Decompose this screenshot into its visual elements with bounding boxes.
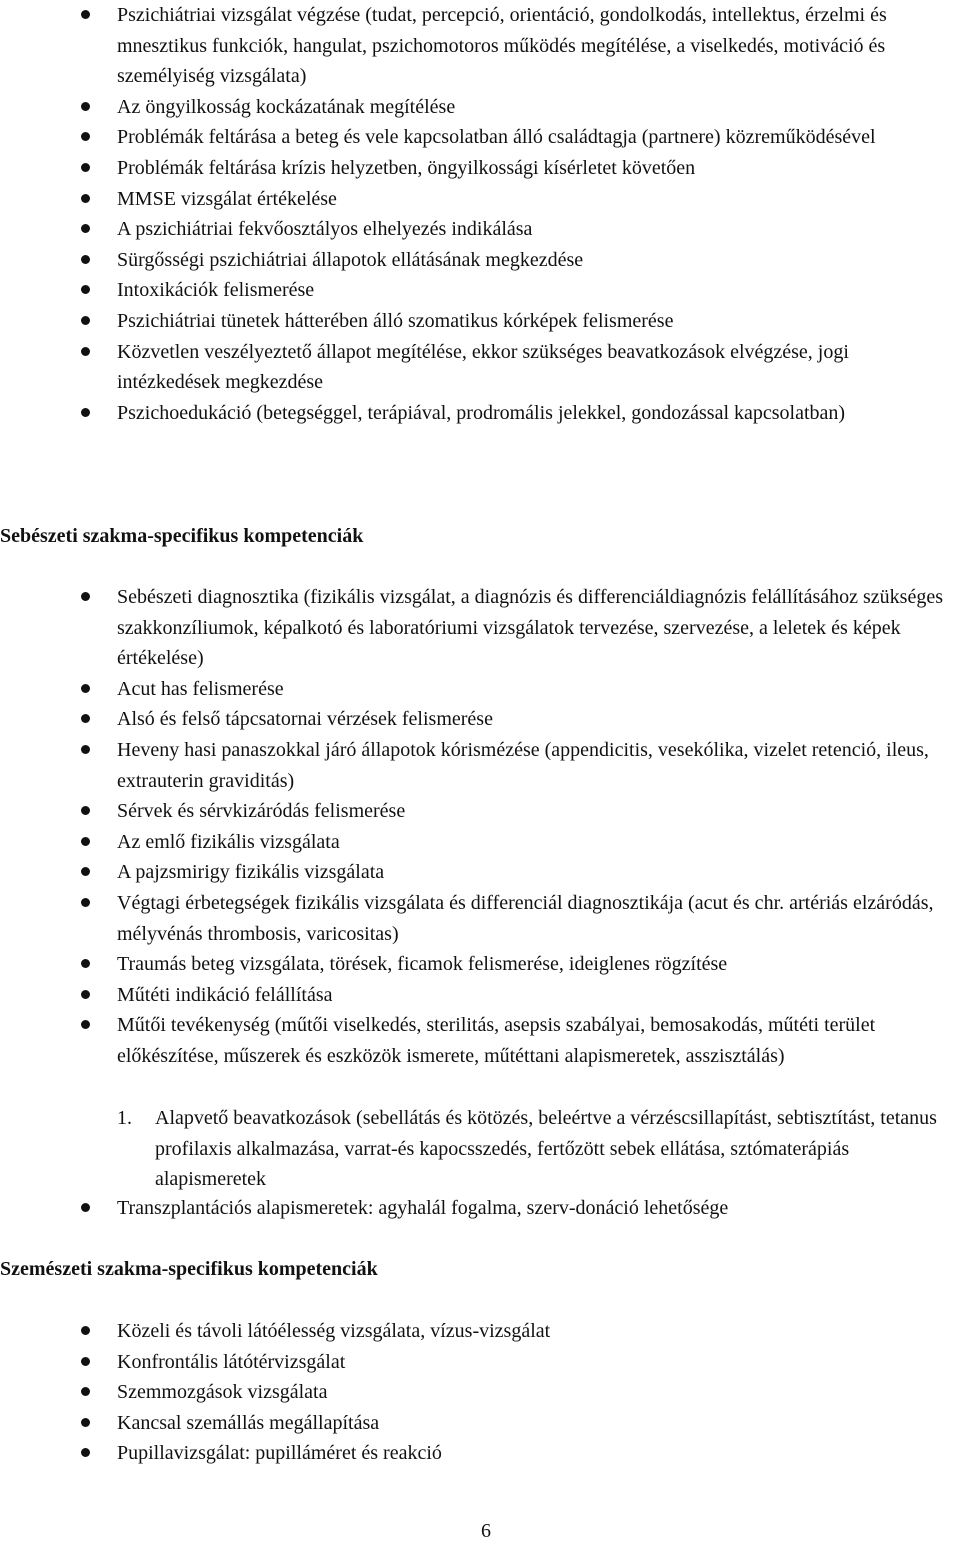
list-item: Sürgősségi pszichiátriai állapotok ellátásának megkezdése [0, 245, 960, 276]
list-item: Konfrontális látótérvizsgálat [0, 1347, 960, 1378]
list-item: Acut has felismerése [0, 674, 960, 705]
list-item: Problémák feltárása krízis helyzetben, öngyilkossági kísérletet követően [0, 153, 960, 184]
list-item: Az emlő fizikális vizsgálata [0, 827, 960, 858]
surgery-competency-list [0, 582, 960, 1072]
list-item: Végtagi érbetegségek fizikális vizsgálata és differenciál diagnosztikája (acut és chr. artériás elzáródás, mélyvénás thrombosis, varicositas) [0, 888, 960, 949]
list-item: Az öngyilkosság kockázatának megítélése [0, 92, 960, 123]
list-item: A pszichiátriai fekvőosztályos elhelyezés indikálása [0, 214, 960, 245]
list-item: Sérvek és sérvkizáródás felismerése [0, 796, 960, 827]
list-item: A pajzsmirigy fizikális vizsgálata [0, 857, 960, 888]
list-number: 1. [117, 1107, 132, 1129]
list-item: Szemmozgások vizsgálata [0, 1377, 960, 1408]
list-item: MMSE vizsgálat értékelése [0, 184, 960, 215]
surgery-numbered-list [0, 1103, 960, 1195]
list-item: Sebészeti diagnosztika (fizikális vizsgálat, a diagnózis és differenciáldiagnózis felállításához szükséges szakkonzíliumok, képalkotó és laboratóriumi vizsgálatok tervezése, szervezése, a leletek és képek értékelése) [0, 582, 960, 674]
list-item: Transzplantációs alapismeretek: agyhalál fogalma, szerv-donáció lehetősége [0, 1193, 960, 1224]
list-item: Műtéti indikáció felállítása [0, 980, 960, 1011]
list-item: Traumás beteg vizsgálata, törések, ficamok felismerése, ideiglenes rögzítése [0, 949, 960, 980]
list-item: Pupillavizsgálat: pupilláméret és reakció [0, 1438, 960, 1469]
surgery-competency-list-continued [0, 1193, 960, 1224]
numbered-item-text: Alapvető beavatkozások (sebellátás és kötözés, beleértve a vérzéscsillapítást, sebtisztítást, tetanus profilaxis alkalmazása, varrat-és kapocsszedés, fertőzött sebek ellátása, sztómaterápiás alapismeretek [155, 1107, 937, 1191]
numbered-list-item [0, 1103, 960, 1195]
list-item: Pszichiátriai tünetek hátterében álló szomatikus kórképek felismerése [0, 306, 960, 337]
list-item: Intoxikációk felismerése [0, 275, 960, 306]
list-item: Pszichiátriai vizsgálat végzése (tudat, percepció, orientáció, gondolkodás, intellektus, érzelmi és mnesztikus funkciók, hangulat, pszichomotoros működés megítélése, a viselkedés, motiváció és személyiség vizsgálata) [0, 0, 960, 92]
list-item: Műtői tevékenység (műtői viselkedés, sterilitás, asepsis szabályai, bemosakodás, műtéti terület előkészítése, műszerek és eszközök ismerete, műtéttani alapismeretek, asszisztálás) [0, 1010, 960, 1071]
list-item: Közeli és távoli látóélesség vizsgálata, vízus-vizsgálat [0, 1316, 960, 1347]
list-item: Heveny hasi panaszokkal járó állapotok kórismézése (appendicitis, vesekólika, vizelet retenció, ileus, extrauterin graviditás) [0, 735, 960, 796]
ophthalmology-competency-list [0, 1316, 960, 1469]
list-item: Problémák feltárása a beteg és vele kapcsolatban álló családtagja (partnere) közreműködésével [0, 122, 960, 153]
list-item: Közvetlen veszélyeztető állapot megítélése, ekkor szükséges beavatkozások elvégzése, jogi intézkedések megkezdése [0, 337, 960, 398]
list-item: Alsó és felső tápcsatornai vérzések felismerése [0, 704, 960, 735]
psychiatry-competency-list [0, 0, 960, 428]
ophthalmology-section-heading: Szemészeti szakma-specifikus kompetenciák [0, 1258, 378, 1280]
list-item: Kancsal szemállás megállapítása [0, 1408, 960, 1439]
list-item: Pszichoedukáció (betegséggel, terápiával, prodromális jelekkel, gondozással kapcsolatban) [0, 398, 960, 429]
page-number: 6 [481, 1520, 491, 1542]
surgery-section-heading: Sebészeti szakma-specifikus kompetenciák [0, 525, 364, 547]
